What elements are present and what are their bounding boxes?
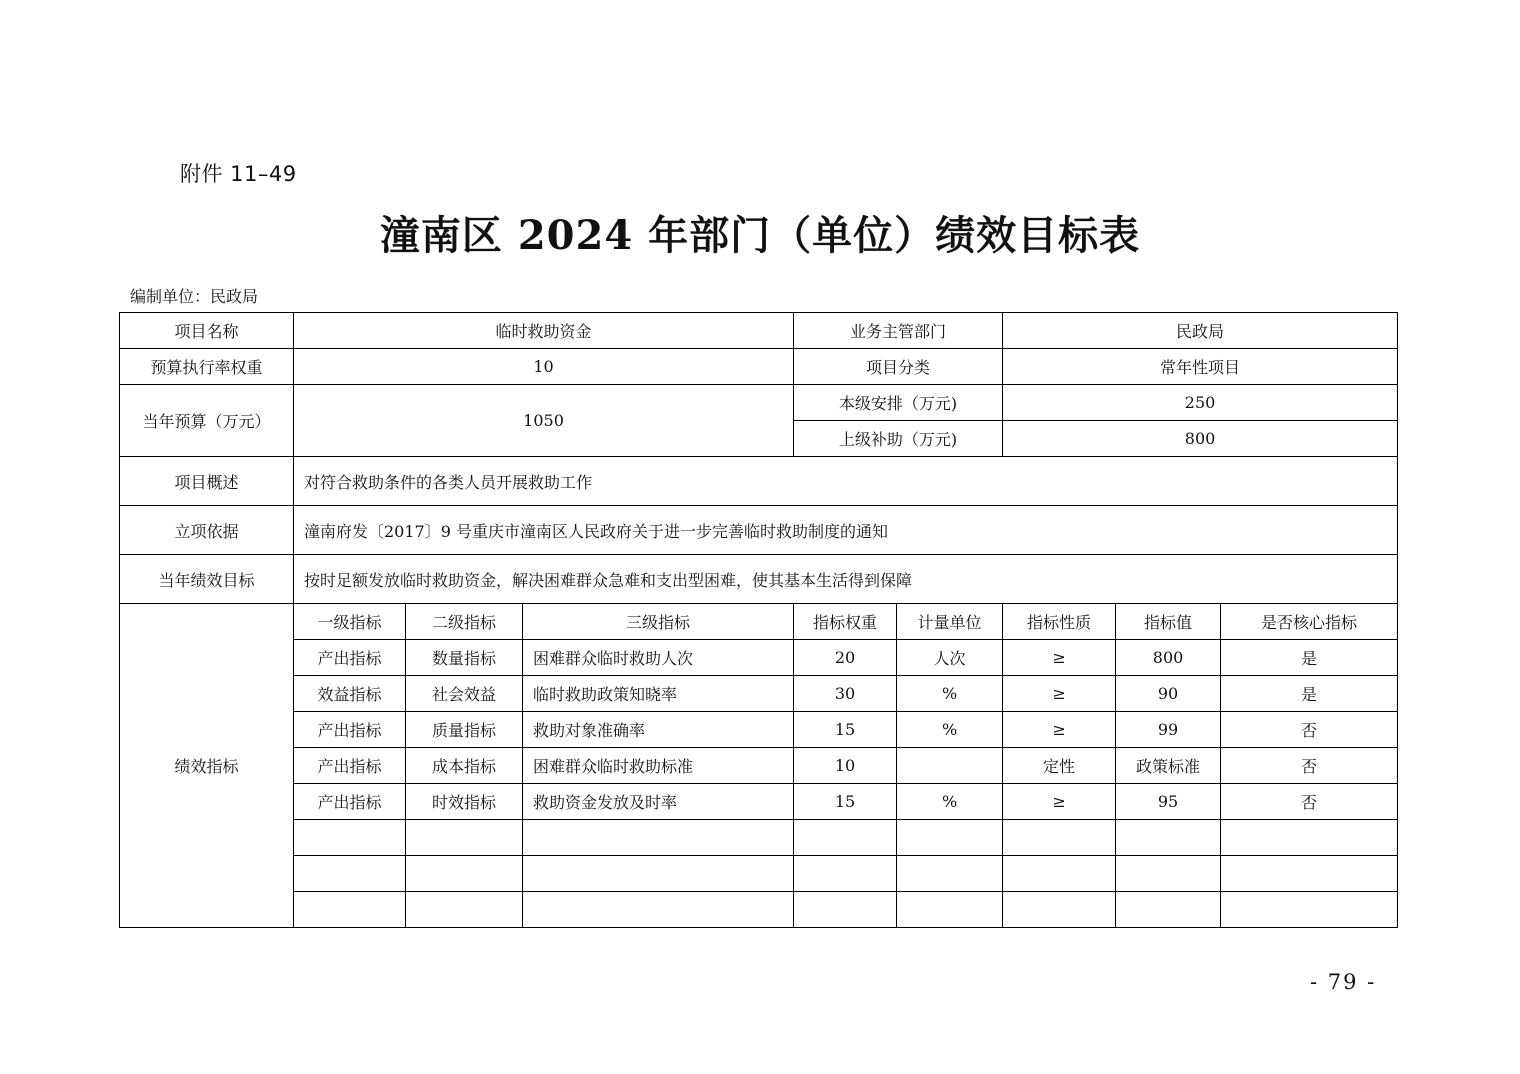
table-cell: 90 <box>1116 676 1221 712</box>
row-budget-rate <box>120 349 1398 385</box>
table-cell <box>294 892 406 928</box>
table-cell: 成本指标 <box>406 748 523 784</box>
table-cell: ≥ <box>1003 640 1116 676</box>
category-value: 常年性项目 <box>1003 349 1398 385</box>
local-budget-label: 本级安排（万元) <box>794 385 1003 421</box>
table-cell: % <box>897 676 1003 712</box>
indicator-row-empty <box>120 892 1398 928</box>
table-cell <box>794 892 897 928</box>
row-basis <box>120 506 1398 555</box>
table-cell: 临时救助政策知晓率 <box>523 676 794 712</box>
indicator-header-row <box>120 604 1398 640</box>
budget-value: 1050 <box>294 385 794 457</box>
table-cell: 否 <box>1221 712 1398 748</box>
basis-value: 潼南府发〔2017〕9 号重庆市潼南区人民政府关于进一步完善临时救助制度的通知 <box>294 506 1398 555</box>
budget-label: 当年预算（万元） <box>120 385 294 457</box>
dept-label: 业务主管部门 <box>794 313 1003 349</box>
row-budget <box>120 385 1398 421</box>
table-cell: 是 <box>1221 640 1398 676</box>
category-label: 项目分类 <box>794 349 1003 385</box>
upper-subsidy-label: 上级补助（万元) <box>794 421 1003 457</box>
table-cell <box>523 892 794 928</box>
table-cell: 30 <box>794 676 897 712</box>
page-title: 潼南区 2024 年部门（单位）绩效目标表 <box>379 212 1141 259</box>
table-cell: 政策标准 <box>1116 748 1221 784</box>
header-cell: 指标权重 <box>794 604 897 640</box>
table-cell: ≥ <box>1003 712 1116 748</box>
table-cell: 15 <box>794 712 897 748</box>
table-cell: 产出指标 <box>294 712 406 748</box>
table-cell <box>523 820 794 856</box>
row-project-name <box>120 313 1398 349</box>
dept-value: 民政局 <box>1003 313 1398 349</box>
table-cell: 15 <box>794 784 897 820</box>
table-cell <box>406 820 523 856</box>
table-cell <box>794 856 897 892</box>
table-cell <box>897 892 1003 928</box>
table-cell: 20 <box>794 640 897 676</box>
table-cell <box>897 748 1003 784</box>
table-cell: 救助资金发放及时率 <box>523 784 794 820</box>
table-cell: 产出指标 <box>294 640 406 676</box>
table-cell <box>1003 856 1116 892</box>
indicator-row <box>120 712 1398 748</box>
indicator-section-label: 绩效指标 <box>120 604 294 928</box>
performance-target-table <box>119 312 1398 928</box>
table-cell: 99 <box>1116 712 1221 748</box>
table-cell <box>1116 820 1221 856</box>
table-cell: 人次 <box>897 640 1003 676</box>
table-cell <box>1116 892 1221 928</box>
goal-label: 当年绩效目标 <box>120 555 294 604</box>
overview-value: 对符合救助条件的各类人员开展救助工作 <box>294 457 1398 506</box>
table-cell <box>1221 892 1398 928</box>
project-name-value: 临时救助资金 <box>294 313 794 349</box>
table-cell <box>1221 820 1398 856</box>
table-cell <box>1003 820 1116 856</box>
indicator-row <box>120 676 1398 712</box>
table-cell: 时效指标 <box>406 784 523 820</box>
table-cell <box>1221 856 1398 892</box>
indicator-row <box>120 748 1398 784</box>
table-cell <box>294 820 406 856</box>
table-cell: % <box>897 784 1003 820</box>
compiling-unit: 编制单位：民政局 <box>130 287 259 306</box>
local-budget-value: 250 <box>1003 385 1398 421</box>
table-cell <box>523 856 794 892</box>
attachment-number: 附件 11–49 <box>180 162 297 186</box>
goal-value: 按时足额发放临时救助资金，解决困难群众急难和支出型困难，使其基本生活得到保障 <box>294 555 1398 604</box>
page-number: - 79 - <box>1310 970 1377 994</box>
table-cell: 救助对象准确率 <box>523 712 794 748</box>
table-cell: 800 <box>1116 640 1221 676</box>
table-cell: 否 <box>1221 748 1398 784</box>
table-cell: ≥ <box>1003 784 1116 820</box>
indicator-row-empty <box>120 820 1398 856</box>
table-cell <box>1116 856 1221 892</box>
table-cell: 困难群众临时救助人次 <box>523 640 794 676</box>
table-cell: 是 <box>1221 676 1398 712</box>
table-cell: 95 <box>1116 784 1221 820</box>
row-goal <box>120 555 1398 604</box>
table-cell <box>794 820 897 856</box>
indicator-row <box>120 784 1398 820</box>
header-cell: 一级指标 <box>294 604 406 640</box>
table-cell <box>897 856 1003 892</box>
table-cell: 10 <box>794 748 897 784</box>
header-cell: 是否核心指标 <box>1221 604 1398 640</box>
header-cell: 指标性质 <box>1003 604 1116 640</box>
table-cell: 数量指标 <box>406 640 523 676</box>
table-cell: ≥ <box>1003 676 1116 712</box>
upper-subsidy-value: 800 <box>1003 421 1398 457</box>
header-cell: 二级指标 <box>406 604 523 640</box>
overview-label: 项目概述 <box>120 457 294 506</box>
table-cell: 定性 <box>1003 748 1116 784</box>
table-cell <box>406 892 523 928</box>
table-cell <box>406 856 523 892</box>
table-cell <box>897 820 1003 856</box>
table-cell: 效益指标 <box>294 676 406 712</box>
table-cell: 困难群众临时救助标准 <box>523 748 794 784</box>
budget-rate-label: 预算执行率权重 <box>120 349 294 385</box>
indicator-row <box>120 640 1398 676</box>
header-cell: 指标值 <box>1116 604 1221 640</box>
table-cell: 产出指标 <box>294 748 406 784</box>
table-cell <box>294 856 406 892</box>
indicator-row-empty <box>120 856 1398 892</box>
table-cell: % <box>897 712 1003 748</box>
table-cell: 否 <box>1221 784 1398 820</box>
table-cell: 质量指标 <box>406 712 523 748</box>
row-overview <box>120 457 1398 506</box>
header-cell: 三级指标 <box>523 604 794 640</box>
table-cell <box>1003 892 1116 928</box>
basis-label: 立项依据 <box>120 506 294 555</box>
table-cell: 产出指标 <box>294 784 406 820</box>
project-name-label: 项目名称 <box>120 313 294 349</box>
budget-rate-value: 10 <box>294 349 794 385</box>
table-cell: 社会效益 <box>406 676 523 712</box>
header-cell: 计量单位 <box>897 604 1003 640</box>
